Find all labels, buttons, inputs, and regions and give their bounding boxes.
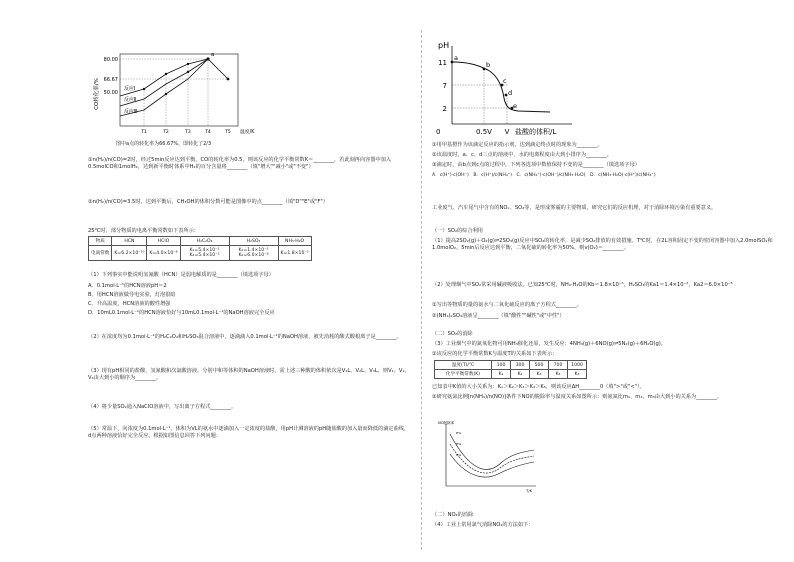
no-removal-chart [434,420,544,494]
option-a: A．0.1mol·L⁻¹的HCN溶液pH＝2 [88,283,167,289]
question-so2-conversion: （1）提高2SO₂(g)＋O₂(g)⇌2SO₃(g)反应中SO₂的转化率，是减少SO₂排放的有效措施。T℃时，在2L容积固定不变的密闭容器中加入2.0molSO₂和1.0molO₂，5min后反应达到平衡，二氧化硫的转化率为50%，则v(O₂)＝________。 [432,238,773,252]
table2-temp-500: 500 [530,361,549,370]
question-endpoint: ①用甲基橙作为该滴定反应的指示剂，达到滴定终点时的现象为________。 [432,142,603,148]
table-row-label: 电离常数 [89,246,112,261]
chart2-ytick-7: 7 [442,82,447,90]
table2-k2: K₂ [511,370,530,379]
chart1-xtick-t4: T4 [205,130,211,135]
chart2-ytick-11: 11 [438,59,447,67]
chart2-point-c: c [503,77,507,85]
ionization-constant-table [88,236,312,261]
chart2-point-a: a [454,54,458,62]
column-divider [421,30,422,550]
section-no2-removal: （二）NO₂的消除 [432,512,474,518]
table2-temp-100: 100 [492,361,511,370]
chart1-ytick-80: 80.00 [103,57,118,63]
table2-row2-label: 化学平衡常数(K) [435,370,492,379]
chart1-markers [143,57,230,95]
table2-temp-1000: 1000 [568,361,587,370]
table-header-hcn: HCN [112,237,147,246]
question-ammonia-ratio: ②研究氨氮比例[n(NH₃)/n(NO)]条件下NO的脱除率与温度关系如图所示：则氨氮比m₁、m₂、m₃由大到小的关系为________。 [432,394,723,400]
option-d: D．10mL0.1mol·L⁻¹的HCN溶液恰好与10mL0.1mol·L⁻¹的NaOH溶液完全反应 [88,310,275,316]
question-ammonia-so2-equation: ①写出等物质的量的氨水与二氧化硫反应的离子方程式________。 [432,302,582,308]
options-constant-value: A．c(H⁺)·c(OH⁻) B．c(H⁺)/c(NH₄⁺) C．c(NH₄⁺)·c(OH⁻)/c(NH₃·H₂O) D．c(NH₃·H₂O)·c(H⁺)/c(NH₄⁺) [432,173,656,178]
table-cell-h2c2o4: K₁=5.4×10⁻² K₂=5.4×10⁻⁵ [180,246,229,261]
chart1-guides [120,59,228,126]
paragraph-pollution-intro: 工业废气、汽车尾气中含有的NOₓ、SO₂等，是形成雾霾的主要物质，研究它们的反应机理，对于消除环境污染有重要意义。 [432,205,717,211]
chart2-point-e: e [513,102,517,110]
chart1-xtick-t2: T2 [163,130,169,135]
chart1-plot-frame [120,54,238,126]
question-weak-electrolyte: （1）下列事实中能说明氢氰酸（HCN）是弱电解质的是________（填选项字母） [88,272,274,278]
question-constant-value: ③滴定时，由b点到c点的过程中，下列各选项中数值保持不变的是________（填选项字母） [432,162,640,168]
chart2-xtick-0: 0 [436,128,441,136]
chart1-ylabel: CO转化率/% [94,78,100,110]
question-volume-order: （3）现有pH相同的盐酸、氢氰酸和次氯酸溶液，分别中和等体积的NaOH溶液时，需上述三种酸的体积依次是V₁L、V₂L、V₃L，则V₁、V₂、V₃由大到小的顺序为________。 [88,368,410,382]
left-column [88,0,410,562]
chart3-series-m2: m₂ [456,441,462,446]
table2-row1-label: 温度(T)/℃ [435,361,492,370]
chart3-xlabel: T/K [526,488,533,493]
chart1-legend-3: 反应Ⅲ [124,109,138,115]
chart1-xtick-t5: T5 [225,130,231,135]
table2-k1: K₁ [492,370,511,379]
chart1-ytick-6667: 66.67 [103,77,118,83]
question-nh3-reduction: （3）工业烟气中的氮氧化物可用NH₃催化还原，发生反应：4NH₃(g)＋6NO(g)⇌5N₂(g)＋6H₂O(g)。 [432,341,666,347]
chart3-series-m1: m₁ [456,430,462,435]
chart1-caption: 图中a点的转化率为66.67%，即转化了2/3 [116,141,212,147]
table-header-h2so3: H₂SO₃ [229,237,278,246]
table2-temp-300: 300 [511,361,530,370]
chart3-series-m3: m₃ [456,452,462,457]
table-header-nh3h2o: NH₃·H₂O [278,237,311,246]
table-header-hclo: HClO [147,237,180,246]
question-chlorine-method: （4）工业上常用氯气消除NO₂的方法如下： [432,522,534,528]
titration-curve-chart [432,36,592,140]
chart1-legend-1: 反应Ⅰ [124,86,136,92]
chart1-xlabel: 温度/K [240,130,255,135]
chart1-xtick-t3: T3 [185,130,191,135]
question-ionic-equation: （4）将少量SO₂通入NaClO溶液中，写出离子方程式________。 [88,404,237,410]
question-alkali-absorption: （2）处理烟气中SO₂常采用碱液吸收法。已知25℃时，NH₃·H₂O的Kb＝1.8×10⁻⁵，H₂SO₃的Ka1＝1.4×10⁻²，Ka2＝6.0×10⁻⁸ [432,282,733,288]
question-methanol-point: ②n(H₂)/n(CO)=3.5时，达到平衡后，CH₃OH的体积分数可能是图像中的点________（填"D""E"或"F"） [88,199,328,205]
chart1-xtick-t1: T1 [141,130,147,135]
question-delta-h: 已知表中K值的大小关系为：K₁＞K₂＞K₃＞K₄＞K₅，则该反应ΔH________0（填">"或"<"）。 [432,384,645,390]
question-k-value: ①n(H₂)/n(CO)=2时，经过5min反应达到平衡，CO的转化率为0.5，则该反应的化学平衡常数K＝________，若此刻再向容器中加入0.5molCO和1molH₂，达到新平衡时体系中H₂的百分含量将________（填"增大""减小"或"不变"） [88,157,392,171]
chart3-ylabel: NO脱除率 [438,421,455,425]
table-header-h2c2o4: H₂C₂O₄ [180,237,229,246]
table2-k5: K₅ [568,370,587,379]
chart1-legend-2: 反应Ⅱ [124,97,137,103]
option-b: B．用HCN溶液做导电实验，灯泡很暗 [88,292,176,298]
chart3-curves [450,434,534,477]
chart2-xtick-half-v: 0.5V [476,128,492,136]
option-c: C．升高温度，HCN溶液的酸性增强 [88,301,171,307]
chart2-ylabel: pH [438,41,450,50]
ionization-table-intro: 25℃时，部分物质的电离平衡常数如下表所示： [88,228,199,234]
table2-k3: K₃ [530,370,549,379]
table2-k4: K₄ [549,370,568,379]
chart1-curves [120,59,228,116]
question-ionization-order: ②该温度时，a、c、d三点的溶液中，水的电离程度由大到小排序为________。 [432,152,612,158]
section-so2-utilization: （一）SO₂的综合利用 [432,228,483,234]
table-cell-h2so3: K₁=1.4×10⁻² K₂=6.0×10⁻⁸ [229,246,278,261]
co-conversion-chart [90,44,270,142]
section-so2-removal: （二）SO₂的消除 [432,331,473,337]
table2-temp-700: 700 [549,361,568,370]
question-k-temperature: ①该反应的化学平衡常数K与温度T的关系如下表所示： [432,351,558,357]
chart2-xtick-v: V [504,128,510,136]
chart2-point-b: b [486,61,491,69]
question-sulfite-solution: ②(NH₄)₂SO₃溶液呈________（填"酸性""碱性"或"中性"） [432,313,565,319]
chart2-point-d: d [508,89,513,97]
equilibrium-constant-table [434,360,587,379]
right-column [432,0,784,562]
table-cell-hcn: K=6.2×10⁻¹⁰ [112,246,147,261]
chart2-xlabel: 盐酸的体积/L [515,128,557,136]
chart2-curve [452,62,550,112]
question-titration: （5）常温下，向浓度为0.1mol·L⁻¹、体积为VL的氨水中逐滴加入一定浓度的盐酸，用pH计测溶液的pH随盐酸的加入量而降低的滴定曲线，d点两种溶液恰好完全反应。根据如图信息回答下列问题： [88,426,410,440]
table-cell-hclo: K=4.0×10⁻⁸ [147,246,180,261]
question-acid-radical: （2）在浓度均为0.1mol·L⁻¹的H₂C₂O₄和H₂SO₃混合溶液中，逐滴滴入0.1mol·L⁻¹的NaOH溶液，被先消耗的酸式酸根离子是________。 [88,334,402,340]
chart1-ytick-50: 50.00 [103,90,118,96]
table-cell-nh3h2o: K=1.8×10⁻⁵ [278,246,311,261]
chart1-point-label: a [211,52,215,58]
chart2-ytick-2: 2 [442,105,447,113]
table-header-substance: 物质 [89,237,112,246]
